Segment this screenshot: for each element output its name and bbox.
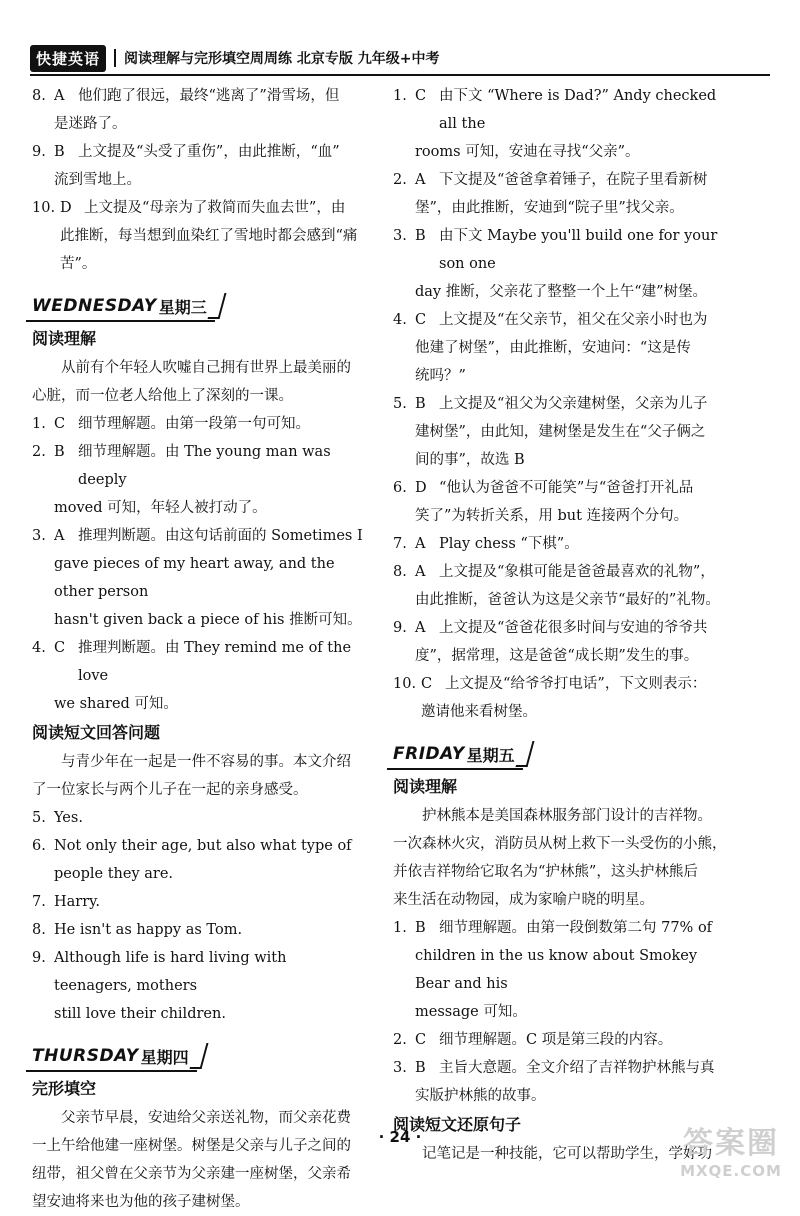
book-title: 阅读理解与完形填空周周练 北京专版 九年级+中考 [124, 51, 440, 67]
explanation-continuation: message 可知。 [415, 1004, 527, 1020]
answer-row [32, 804, 364, 832]
explanation-text: 由下文 Maybe you'll build one for your son one [439, 228, 718, 272]
explanation-text: 上文提及“头受了重伤”，由此推断，“血” [78, 144, 340, 160]
item-number: 3. [32, 528, 46, 544]
explanation-continuation: 度”，据常理，这是爸爸“成长期”发生的事。 [415, 648, 699, 664]
answer-list [32, 82, 364, 278]
banner-bracket [515, 741, 534, 767]
answer-list [393, 914, 733, 1110]
answer-letter: D [60, 200, 72, 216]
answer-row [32, 194, 364, 222]
answer-item [32, 438, 364, 522]
item-number: 9. [32, 144, 46, 160]
answer-letter: C [421, 676, 433, 692]
item-number: 4. [393, 312, 407, 328]
item-number: 10. [393, 676, 417, 692]
answer-letter: C [54, 640, 66, 656]
explanation-continuation: 统吗？” [415, 368, 466, 384]
answer-item [32, 194, 364, 278]
explanation-continuation: 由此推断，爸爸认为这是父亲节“最好的”礼物。 [415, 592, 720, 608]
item-number: 8. [32, 88, 46, 104]
answer-row [393, 1054, 733, 1082]
answer-item [393, 306, 733, 390]
paragraph-line: 护林熊本是美国森林服务部门设计的吉祥物。 [422, 808, 712, 824]
section-title-reading: 阅读理解 [393, 777, 458, 796]
explanation-text: He isn't as happy as Tom. [54, 922, 243, 938]
answer-item [32, 888, 364, 916]
answer-row [393, 82, 733, 138]
answer-row [32, 832, 364, 888]
item-number: 2. [393, 1032, 407, 1048]
paragraph-line: 记笔记是一种技能，它可以帮助学生，学好功 [422, 1146, 712, 1162]
answer-item [32, 634, 364, 718]
header-separator [114, 49, 116, 67]
answer-row [393, 614, 733, 642]
day-english: FRIDAY [393, 744, 465, 764]
answer-item [393, 82, 733, 166]
explanation-text: 细节理解题。由 The young man was deeply [78, 444, 331, 488]
day-english: WEDNESDAY [32, 296, 157, 316]
paragraph-line: 了一位家长与两个儿子在一起的亲身感受。 [32, 782, 308, 798]
item-number: 4. [32, 640, 46, 656]
day-banner-wednesday [32, 292, 223, 320]
answer-item [393, 530, 733, 558]
right-column [393, 82, 733, 1168]
answer-letter: A [54, 528, 65, 544]
summary-paragraph [393, 802, 733, 914]
answer-letter: B [415, 920, 426, 936]
explanation-continuation: 邀请他来看树堡。 [421, 704, 537, 720]
item-number: 2. [32, 444, 46, 460]
day-english: THURSDAY [32, 1046, 139, 1066]
explanation-text: 推理判断题。由这句话前面的 Sometimes I [78, 528, 363, 544]
item-number: 8. [393, 564, 407, 580]
explanation-continuation: children in the us know about Smokey Bear and his [415, 948, 698, 992]
answer-row [393, 558, 733, 586]
answer-list [32, 410, 364, 718]
explanation-text: “他认为爸爸不可能笑”与“爸爸打开礼品 [439, 480, 694, 496]
section-title-cloze: 完形填空 [32, 1079, 97, 1098]
answer-item [32, 82, 364, 138]
answer-row [32, 522, 364, 550]
banner-bracket [207, 293, 226, 319]
paragraph-line: 一次森林火灾，消防员从树上救下一头受伤的小熊， [393, 836, 727, 852]
left-column [32, 82, 364, 1216]
answer-letter: B [415, 228, 426, 244]
explanation-text: 上文提及“祖父为父亲建树堡，父亲为儿子 [439, 396, 708, 412]
page-header [30, 42, 770, 74]
paragraph-line: 并依吉祥物给它取名为“护林熊”，这头护林熊后 [393, 864, 698, 880]
answer-row [32, 138, 364, 166]
explanation-text: 上文提及“在父亲节，祖父在父亲小时也为 [439, 312, 708, 328]
explanation-text: Although life is hard living with teenagers, mothers [54, 950, 287, 994]
day-chinese: 星期四 [140, 1047, 189, 1067]
answer-item [393, 558, 733, 614]
answer-item [32, 804, 364, 832]
answer-row [32, 916, 364, 944]
explanation-continuation: rooms 可知，安迪在寻找“父亲”。 [415, 144, 640, 160]
item-number: 2. [393, 172, 407, 188]
explanation-continuation: 实版护林熊的故事。 [415, 1088, 546, 1104]
day-banner-friday [393, 740, 531, 768]
answer-row [393, 474, 733, 502]
explanation-text: 推理判断题。由 They remind me of the love [78, 640, 352, 684]
answer-item [393, 614, 733, 670]
item-number: 1. [32, 416, 46, 432]
explanation-text: 细节理解题。C 项是第三段的内容。 [439, 1032, 673, 1048]
answer-row [393, 222, 733, 278]
item-number: 1. [393, 88, 407, 104]
answer-item [32, 410, 364, 438]
summary-paragraph [32, 1104, 364, 1216]
answer-list [393, 82, 733, 726]
explanation-text: 主旨大意题。全文介绍了吉祥物护林熊与真 [439, 1060, 715, 1076]
answer-letter: C [415, 1032, 427, 1048]
paragraph-line: 与青少年在一起是一件不容易的事。本文介绍 [61, 754, 351, 770]
answer-letter: C [54, 416, 66, 432]
explanation-continuation: 苦”。 [60, 256, 97, 272]
explanation-text: 上文提及“母亲为了救简而失血去世”，由 [84, 200, 346, 216]
item-number: 7. [393, 536, 407, 552]
explanation-continuation: 建树堡”，由此知，建树堡是发生在“父子俩之 [415, 424, 706, 440]
item-number: 10. [32, 200, 56, 216]
item-number: 3. [393, 228, 407, 244]
answer-row [393, 390, 733, 418]
answer-row [393, 670, 733, 698]
answer-item [393, 670, 733, 726]
watermark-logo-text: 答案圈 [683, 1126, 779, 1161]
answer-letter: B [415, 396, 426, 412]
answer-item [32, 832, 364, 888]
answer-item [393, 166, 733, 222]
answer-item [32, 944, 364, 1028]
item-number: 1. [393, 920, 407, 936]
answer-row [393, 530, 733, 558]
explanation-continuation: we shared 可知。 [54, 696, 178, 712]
answer-letter: B [54, 444, 65, 460]
day-banner-thursday [32, 1042, 205, 1070]
section-title-reading: 阅读理解 [32, 329, 97, 348]
explanation-continuation: 他建了树堡”，由此推断，安迪问：“这是传 [415, 340, 691, 356]
paragraph-line: 纽带，祖父曾在父亲节为父亲建一座树堡，父亲希 [32, 1166, 351, 1182]
answer-letter: B [54, 144, 65, 160]
answer-letter: A [415, 564, 426, 580]
explanation-text: Not only their age, but also what type of people they are. [54, 838, 352, 882]
answer-row [393, 1026, 733, 1054]
section-title-short-answer: 阅读短文回答问题 [32, 723, 161, 742]
answer-item [393, 1054, 733, 1110]
answer-row [32, 888, 364, 916]
answer-row [32, 944, 364, 1000]
explanation-continuation: moved 可知，年轻人被打动了。 [54, 500, 267, 516]
answer-letter: D [415, 480, 427, 496]
answer-row [32, 634, 364, 690]
item-number: 3. [393, 1060, 407, 1076]
explanation-continuation: 间的事”，故选 B [415, 452, 525, 468]
answer-row [32, 438, 364, 494]
summary-paragraph [32, 354, 364, 410]
explanation-text: 上文提及“象棋可能是爸爸最喜欢的礼物”， [439, 564, 715, 580]
item-number: 5. [393, 396, 407, 412]
answer-row [32, 82, 364, 110]
explanation-continuation: 流到雪地上。 [54, 172, 141, 188]
paragraph-line: 来生活在动物园，成为家喻户晓的明星。 [393, 892, 654, 908]
explanation-continuation: 此推断，每当想到血染红了雪地时都会感到“痛 [60, 228, 358, 244]
answer-item [32, 916, 364, 944]
watermark-url: MXQE.COM [680, 1162, 782, 1180]
answer-letter: C [415, 312, 427, 328]
answer-row [393, 914, 733, 942]
answer-item [393, 914, 733, 1026]
answer-row [32, 410, 364, 438]
answer-letter: A [54, 88, 65, 104]
item-number: 7. [32, 894, 46, 910]
answer-item [32, 138, 364, 194]
explanation-continuation: still love their children. [54, 1006, 226, 1022]
explanation-text: 下文提及“爸爸拿着锤子，在院子里看新树 [439, 172, 708, 188]
explanation-continuation: 堡”，由此推断，安迪到“院子里”找父亲。 [415, 200, 684, 216]
item-number: 8. [32, 922, 46, 938]
item-number: 6. [32, 838, 46, 854]
item-number: 5. [32, 810, 46, 826]
item-number: 9. [393, 620, 407, 636]
answer-row [393, 166, 733, 194]
explanation-text: 他们跑了很远，最终“逃离了”滑雪场，但 [78, 88, 340, 104]
site-watermark [672, 1118, 790, 1194]
item-number: 9. [32, 950, 46, 966]
answer-letter: A [415, 536, 426, 552]
answer-item [393, 222, 733, 306]
explanation-text: 上文提及“爸爸花很多时间与安迪的爷爷共 [439, 620, 708, 636]
answer-letter: B [415, 1060, 426, 1076]
explanation-text: 上文提及“给爷爷打电话”，下文则表示： [445, 676, 707, 692]
answer-list [32, 804, 364, 1028]
answer-item [393, 474, 733, 530]
answer-letter: C [415, 88, 427, 104]
answer-item [393, 1026, 733, 1054]
explanation-text: 由下文 “Where is Dad?” Andy checked all the [439, 88, 717, 132]
series-logo: 快捷英语 [30, 45, 106, 72]
answer-item [393, 390, 733, 474]
paragraph-line: 心脏，而一位老人给他上了深刻的一课。 [32, 388, 293, 404]
answer-item [32, 522, 364, 634]
explanation-text: 细节理解题。由第一段第一句可知。 [78, 416, 310, 432]
summary-paragraph [32, 748, 364, 804]
answer-letter: A [415, 620, 426, 636]
explanation-continuation: 笑了”为转折关系，用 but 连接两个分句。 [415, 508, 689, 524]
explanation-text: Harry. [54, 894, 101, 910]
explanation-text: Yes. [54, 810, 83, 826]
banner-bracket [189, 1043, 208, 1069]
item-number: 6. [393, 480, 407, 496]
explanation-text: Play chess “下棋”。 [439, 536, 579, 552]
explanation-continuation: 是迷路了。 [54, 116, 127, 132]
explanation-continuation: hasn't given back a piece of his 推断可知。 [54, 612, 362, 628]
explanation-continuation: gave pieces of my heart away, and the other person [54, 556, 335, 600]
paragraph-line: 父亲节早晨，安迪给父亲送礼物，而父亲花费 [61, 1110, 351, 1126]
answer-letter: A [415, 172, 426, 188]
page-number: · 24 · [378, 1128, 422, 1146]
header-rule [30, 74, 770, 76]
day-chinese: 星期五 [466, 745, 515, 765]
explanation-text: 细节理解题。由第一段倒数第二句 77% of [439, 920, 713, 936]
paragraph-line: 望安迪将来也为他的孩子建树堡。 [32, 1194, 250, 1210]
section-title-restore-sentences: 阅读短文还原句子 [393, 1115, 522, 1134]
explanation-continuation: day 推断，父亲花了整整一个上午“建”树堡。 [415, 284, 708, 300]
day-chinese: 星期三 [158, 297, 207, 317]
paragraph-line: 一上午给他建一座树堡。树堡是父亲与儿子之间的 [32, 1138, 351, 1154]
paragraph-line: 从前有个年轻人吹嘘自己拥有世界上最美丽的 [61, 360, 351, 376]
answer-row [393, 306, 733, 334]
